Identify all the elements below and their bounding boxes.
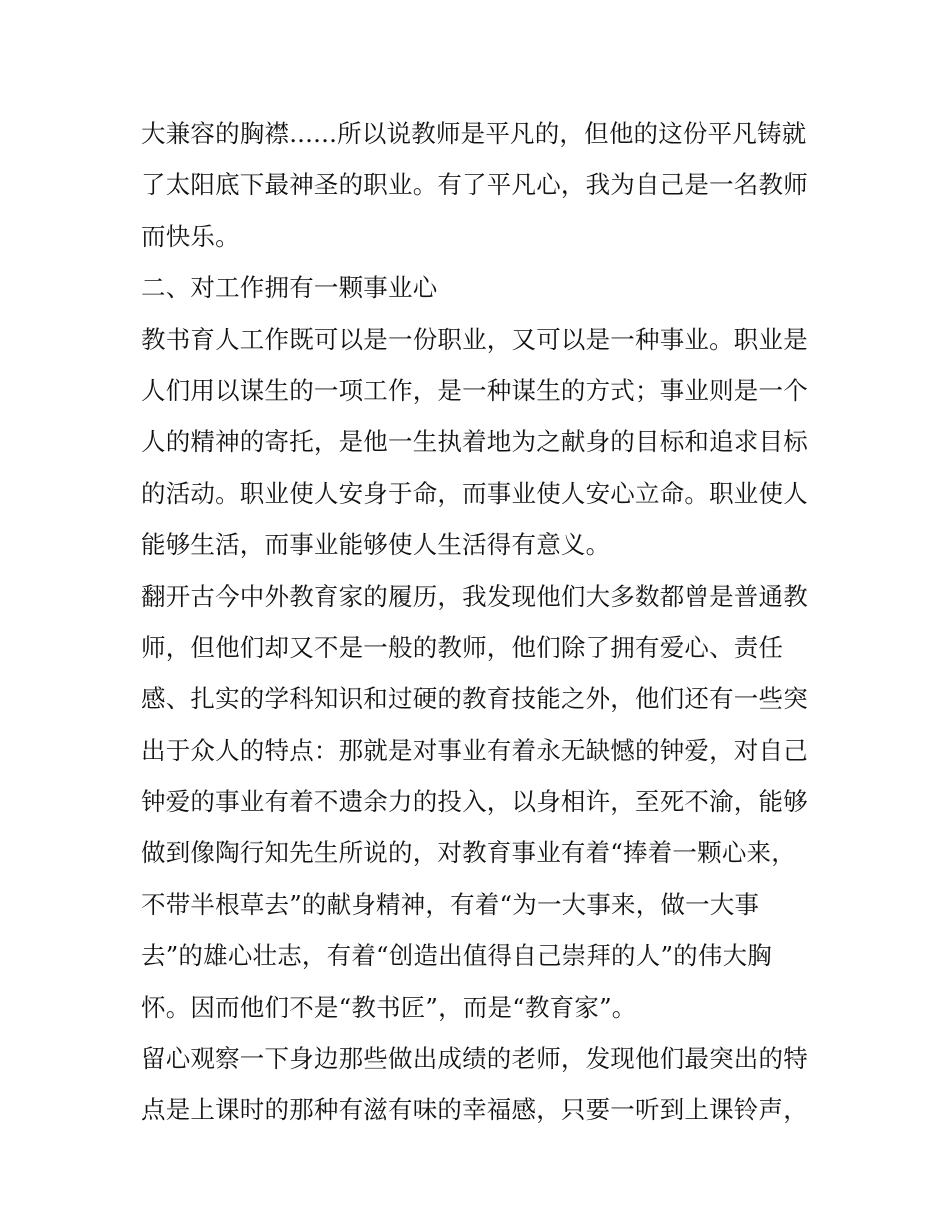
text-line: 了太阳底下最神圣的职业。有了平凡心，我为自己是一名教师 bbox=[141, 170, 808, 200]
text-line: 留心观察一下身边那些做出成绩的老师，发现他们最突出的特 bbox=[141, 1044, 808, 1074]
text-line: 点是上课时的那种有滋有味的幸福感，只要一听到上课铃声， bbox=[141, 1095, 808, 1125]
section-heading: 二、对工作拥有一颗事业心 bbox=[141, 273, 438, 303]
text-line: 钟爱的事业有着不遗余力的投入，以身相许，至死不渝，能够 bbox=[141, 787, 808, 817]
text-line: 而快乐。 bbox=[141, 221, 240, 251]
text-line: 教书育人工作既可以是一份职业，又可以是一种事业。职业是 bbox=[141, 324, 808, 354]
text-line: 师，但他们却又不是一般的教师，他们除了拥有爱心、责任 bbox=[141, 632, 784, 662]
text-line: 人的精神的寄托，是他一生执着地为之献身的目标和追求目标 bbox=[141, 427, 808, 457]
text-line: 的活动。职业使人安身于命，而事业使人安心立命。职业使人 bbox=[141, 478, 808, 508]
text-line: 去”的雄心壮志，有着“创造出值得自己崇拜的人”的伟大胸 bbox=[141, 941, 772, 971]
text-line: 大兼容的胸襟......所以说教师是平凡的，但他的这份平凡铸就 bbox=[141, 119, 807, 148]
text-line: 不带半根草去”的献身精神，有着“为一大事来，做一大事 bbox=[141, 889, 760, 919]
text-line: 翻开古今中外教育家的履历，我发现他们大多数都曾是普通教 bbox=[141, 581, 808, 611]
body-text bbox=[141, 108, 821, 1136]
text-line: 能够生活，而事业能够使人生活得有意义。 bbox=[141, 530, 611, 560]
text-line: 做到像陶行知先生所说的，对教育事业有着“捧着一颗心来， bbox=[141, 838, 796, 868]
text-line: 怀。因而他们不是“教书匠”，而是“教育家”。 bbox=[141, 992, 637, 1022]
text-line: 人们用以谋生的一项工作，是一种谋生的方式；事业则是一个 bbox=[141, 375, 808, 405]
text-line: 感、扎实的学科知识和过硬的教育技能之外，他们还有一些突 bbox=[141, 684, 808, 714]
text-line: 出于众人的特点：那就是对事业有着永无缺憾的钟爱，对自己 bbox=[141, 735, 808, 765]
